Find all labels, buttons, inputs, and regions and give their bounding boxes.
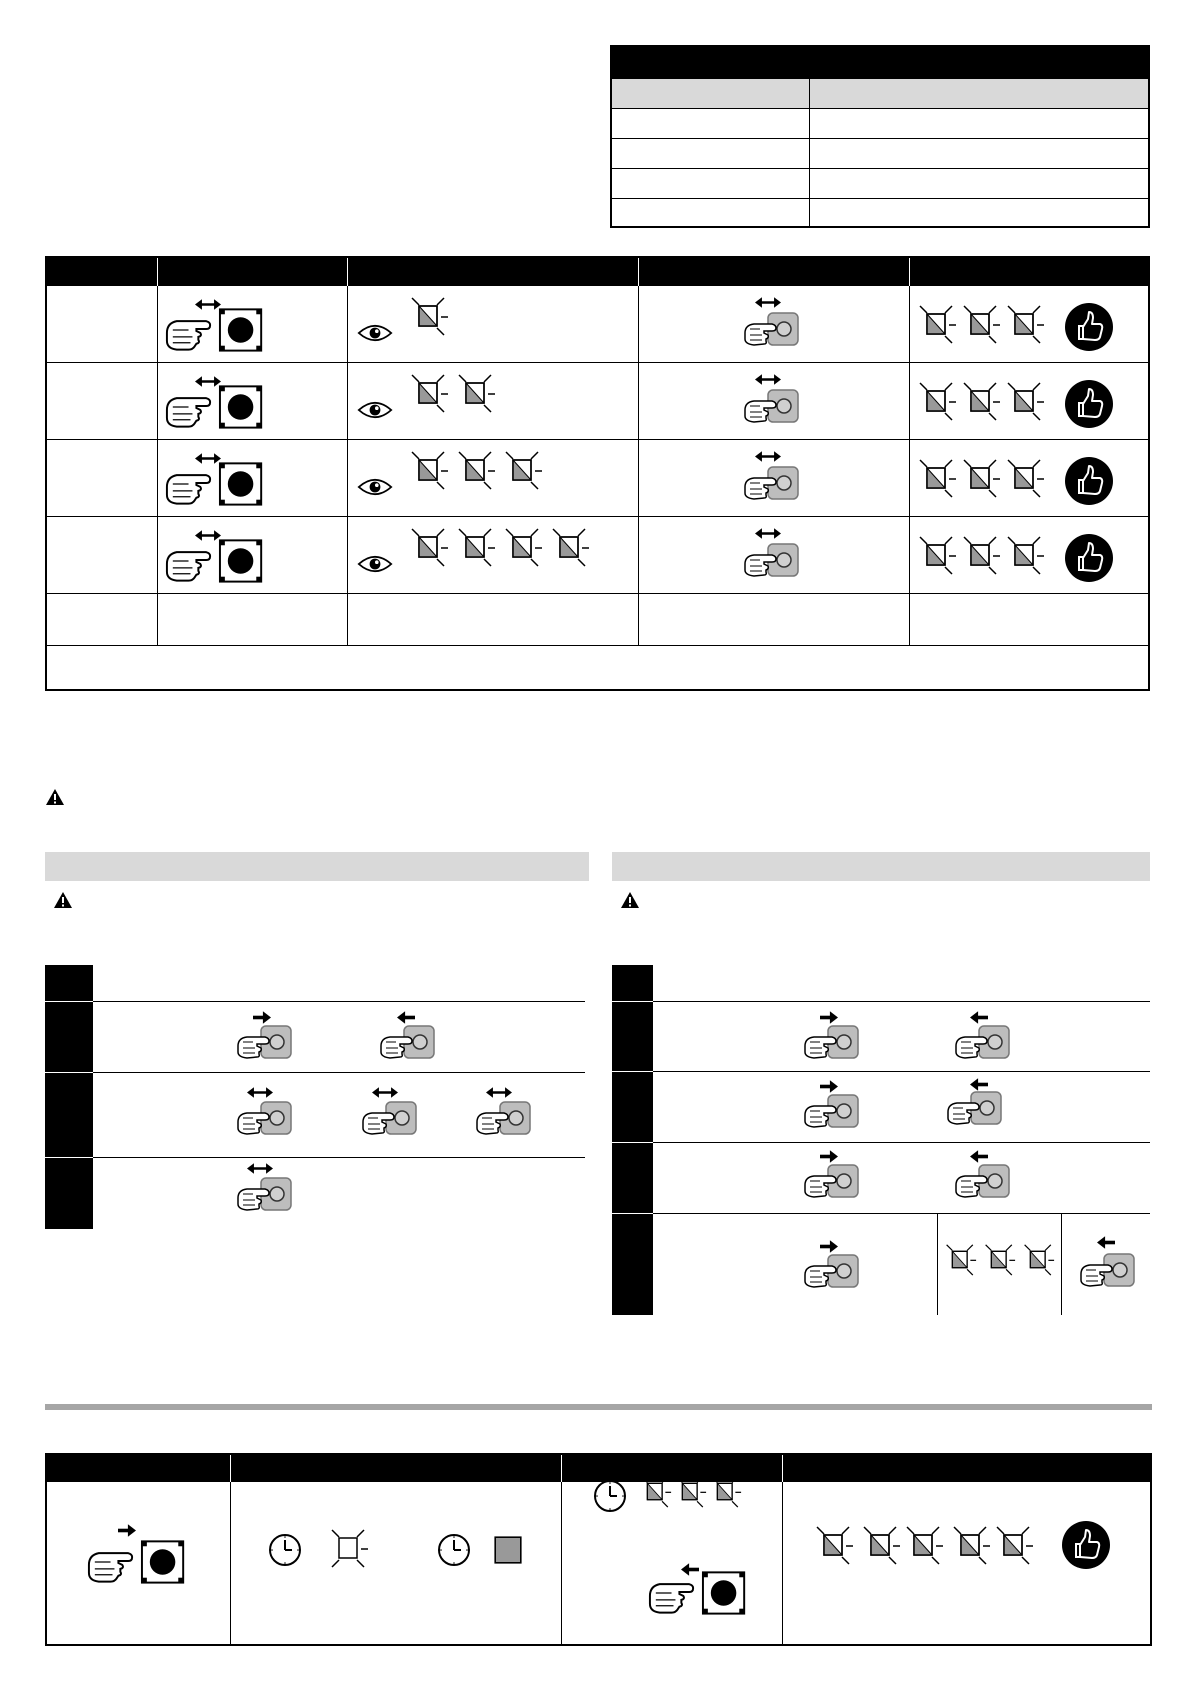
left-procedure-title-bar [45,852,589,881]
hand-pressing-button-icon [646,1566,754,1618]
blinking-led-icon [1006,458,1050,498]
eye-icon [357,553,393,575]
blinking-led-icon [918,304,962,344]
thumbs-up-icon [1064,456,1114,506]
blinking-led-icon [410,296,454,336]
blinking-led-icon [1006,535,1050,575]
hand-press-device-icon [373,1012,443,1072]
clock-icon [592,1478,628,1514]
blinking-led-icon [995,1525,1039,1565]
blinking-led-icon [962,535,1006,575]
blinking-led-icon [905,1525,949,1565]
thumbs-up-icon [1061,1520,1111,1570]
hand-press-device-icon [948,1012,1018,1072]
top-right-table-header [612,47,1148,79]
hand-press-device-icon [230,1012,300,1072]
warning-icon [45,788,65,806]
right-step-bar [612,965,653,1315]
clock-icon [436,1532,472,1568]
hand-pressing-button-icon [163,534,271,586]
blinking-led-icon [410,373,454,413]
hand-press-device-icon [469,1088,539,1148]
blinking-led-icon [962,304,1006,344]
blinking-led-icon [945,1243,981,1276]
hand-press-device-icon [797,1151,867,1211]
thumbs-up-icon [1064,533,1114,583]
thumbs-up-icon [1064,302,1114,352]
blinking-led-icon [918,458,962,498]
blinking-led-icon [410,527,454,567]
blinking-led-icon [918,535,962,575]
hand-press-device-icon [355,1088,425,1148]
blinking-led-icon [962,381,1006,421]
blinking-led-icon [1006,381,1050,421]
eye-icon [357,322,393,344]
clock-icon [267,1532,303,1568]
blinking-led-icon [457,527,501,567]
hand-pressing-button-icon [163,457,271,509]
hand-press-device-icon [737,299,807,359]
solid-led-icon [492,1534,524,1566]
blinking-led-icon [457,450,501,490]
left-step-bar [45,965,93,1229]
blinking-led-icon [918,381,962,421]
hand-press-device-icon [797,1012,867,1072]
main-table-header [47,258,1148,286]
hand-press-device-icon [737,376,807,436]
hand-press-device-icon [797,1241,867,1301]
blinking-led-icon [952,1525,996,1565]
thumbs-up-icon [1064,379,1114,429]
blinking-led-icon [504,450,548,490]
hand-press-device-icon [230,1164,300,1224]
right-procedure-title-bar [612,852,1150,881]
hand-press-device-icon [948,1151,1018,1211]
eye-icon [357,399,393,421]
hand-press-device-icon [737,530,807,590]
blinking-led-icon [1006,304,1050,344]
eye-icon [357,476,393,498]
hand-press-device-icon [737,453,807,513]
blinking-led-icon [984,1243,1020,1276]
top-right-table-subheader [612,79,1148,108]
hand-press-device-icon [797,1081,867,1141]
blinking-led-icon [962,458,1006,498]
white-led-icon [330,1528,374,1568]
hand-press-device-icon [940,1078,1010,1138]
hand-pressing-button-icon [163,303,271,355]
blinking-led-icon [815,1525,859,1565]
warning-icon [53,891,73,909]
top-right-table [610,45,1150,228]
hand-pressing-button-icon [85,1535,193,1587]
blinking-led-icon [457,373,501,413]
blinking-led-icon [710,1475,746,1508]
blinking-led-icon [410,450,454,490]
blinking-led-icon [1023,1243,1059,1276]
hand-pressing-button-icon [163,380,271,432]
blinking-led-icon [504,527,548,567]
blinking-led-icon [862,1525,906,1565]
blinking-led-icon [675,1475,711,1508]
section-divider [45,1404,1152,1410]
blinking-led-icon [551,527,595,567]
hand-press-device-icon [230,1088,300,1148]
warning-icon [620,891,640,909]
blinking-led-icon [640,1475,676,1508]
hand-press-device-icon [1073,1240,1143,1300]
